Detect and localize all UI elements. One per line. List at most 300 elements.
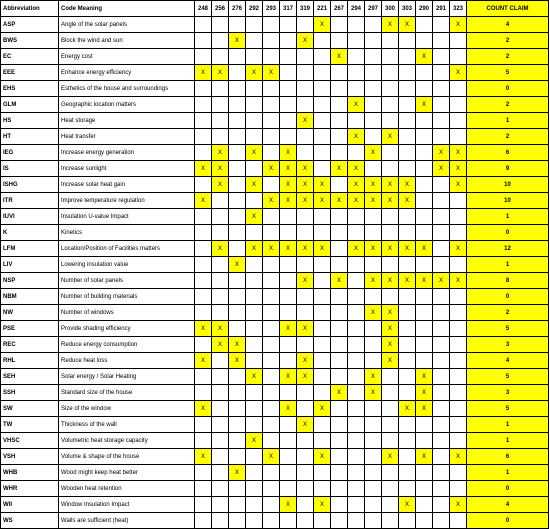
- empty-cell: [399, 129, 416, 145]
- empty-cell: [331, 257, 348, 273]
- empty-cell: [348, 209, 365, 225]
- marked-cell: X: [280, 241, 297, 257]
- empty-cell: [246, 81, 263, 97]
- empty-cell: [229, 49, 246, 65]
- empty-cell: [399, 385, 416, 401]
- abbreviation-cell: SW: [1, 401, 59, 417]
- empty-cell: [416, 465, 433, 481]
- empty-cell: [314, 369, 331, 385]
- count-claim-cell: 0: [467, 513, 549, 529]
- marked-cell: X: [246, 209, 263, 225]
- empty-cell: [212, 497, 229, 513]
- code-meaning-cell: Thickness of the wall: [59, 417, 195, 433]
- empty-cell: [331, 97, 348, 113]
- empty-cell: [229, 81, 246, 97]
- empty-cell: [280, 17, 297, 33]
- abbreviation-cell: EC: [1, 49, 59, 65]
- empty-cell: [297, 481, 314, 497]
- code-column-header: 300: [382, 1, 399, 17]
- empty-cell: [433, 225, 450, 241]
- empty-cell: [297, 209, 314, 225]
- count-claim-cell: 9: [467, 161, 549, 177]
- empty-cell: [450, 289, 467, 305]
- empty-cell: [297, 305, 314, 321]
- abbreviation-cell: EEE: [1, 65, 59, 81]
- empty-cell: [331, 113, 348, 129]
- marked-cell: X: [348, 177, 365, 193]
- table-row: [1, 497, 549, 513]
- empty-cell: [365, 289, 382, 305]
- empty-cell: [450, 225, 467, 241]
- empty-cell: [382, 97, 399, 113]
- abbreviation-cell: SEH: [1, 369, 59, 385]
- marked-cell: X: [297, 321, 314, 337]
- marked-cell: X: [450, 497, 467, 513]
- empty-cell: [399, 321, 416, 337]
- empty-cell: [314, 337, 331, 353]
- empty-cell: [365, 33, 382, 49]
- empty-cell: [195, 17, 212, 33]
- code-column-header: 290: [416, 1, 433, 17]
- abbreviation-cell: BWS: [1, 33, 59, 49]
- marked-cell: X: [331, 385, 348, 401]
- code-meaning-cell: Reduce heat loss: [59, 353, 195, 369]
- empty-cell: [263, 49, 280, 65]
- empty-cell: [212, 449, 229, 465]
- count-claim-cell: 6: [467, 449, 549, 465]
- empty-cell: [450, 513, 467, 529]
- empty-cell: [399, 353, 416, 369]
- marked-cell: X: [433, 161, 450, 177]
- marked-cell: X: [382, 337, 399, 353]
- empty-cell: [416, 33, 433, 49]
- empty-cell: [382, 513, 399, 529]
- code-column-header: 256: [212, 1, 229, 17]
- empty-cell: [399, 417, 416, 433]
- empty-cell: [263, 209, 280, 225]
- empty-cell: [280, 449, 297, 465]
- code-column-header: 303: [399, 1, 416, 17]
- empty-cell: [314, 305, 331, 321]
- empty-cell: [433, 289, 450, 305]
- empty-cell: [382, 65, 399, 81]
- empty-cell: [229, 65, 246, 81]
- empty-cell: [212, 369, 229, 385]
- empty-cell: [229, 369, 246, 385]
- marked-cell: X: [212, 241, 229, 257]
- empty-cell: [314, 33, 331, 49]
- code-meaning-cell: Wooden heat retention: [59, 481, 195, 497]
- marked-cell: X: [314, 497, 331, 513]
- empty-cell: [297, 129, 314, 145]
- table-body: [1, 17, 549, 529]
- empty-cell: [195, 385, 212, 401]
- empty-cell: [195, 177, 212, 193]
- marked-cell: X: [263, 449, 280, 465]
- code-column-header: 276: [229, 1, 246, 17]
- code-meaning-cell: Increase sunlight: [59, 161, 195, 177]
- empty-cell: [331, 401, 348, 417]
- marked-cell: X: [450, 241, 467, 257]
- empty-cell: [246, 337, 263, 353]
- empty-cell: [246, 497, 263, 513]
- empty-cell: [399, 305, 416, 321]
- marked-cell: X: [365, 241, 382, 257]
- empty-cell: [229, 113, 246, 129]
- empty-cell: [229, 17, 246, 33]
- empty-cell: [246, 465, 263, 481]
- abbreviation-cell: IUVI: [1, 209, 59, 225]
- table-row: [1, 97, 549, 113]
- marked-cell: X: [382, 321, 399, 337]
- marked-cell: X: [450, 17, 467, 33]
- code-meaning-header: Code Meaning: [59, 1, 195, 17]
- empty-cell: [433, 481, 450, 497]
- empty-cell: [229, 273, 246, 289]
- empty-cell: [297, 401, 314, 417]
- empty-cell: [314, 513, 331, 529]
- code-column-header: 221: [314, 1, 331, 17]
- count-claim-cell: 4: [467, 353, 549, 369]
- empty-cell: [399, 97, 416, 113]
- empty-cell: [433, 417, 450, 433]
- empty-cell: [382, 481, 399, 497]
- empty-cell: [416, 481, 433, 497]
- marked-cell: X: [450, 65, 467, 81]
- empty-cell: [263, 177, 280, 193]
- empty-cell: [365, 209, 382, 225]
- empty-cell: [280, 129, 297, 145]
- empty-cell: [263, 417, 280, 433]
- empty-cell: [263, 433, 280, 449]
- marked-cell: X: [314, 401, 331, 417]
- table-row: [1, 145, 549, 161]
- empty-cell: [314, 353, 331, 369]
- marked-cell: X: [297, 369, 314, 385]
- marked-cell: X: [212, 177, 229, 193]
- empty-cell: [433, 401, 450, 417]
- empty-cell: [382, 417, 399, 433]
- empty-cell: [399, 145, 416, 161]
- empty-cell: [212, 513, 229, 529]
- marked-cell: X: [229, 33, 246, 49]
- empty-cell: [297, 145, 314, 161]
- abbreviation-cell: IS: [1, 161, 59, 177]
- empty-cell: [314, 81, 331, 97]
- empty-cell: [314, 209, 331, 225]
- code-meaning-cell: Kinetics: [59, 225, 195, 241]
- empty-cell: [229, 225, 246, 241]
- marked-cell: X: [314, 17, 331, 33]
- marked-cell: X: [246, 177, 263, 193]
- empty-cell: [263, 353, 280, 369]
- empty-cell: [195, 257, 212, 273]
- marked-cell: X: [195, 321, 212, 337]
- empty-cell: [399, 433, 416, 449]
- empty-cell: [433, 433, 450, 449]
- table-row: [1, 161, 549, 177]
- empty-cell: [416, 289, 433, 305]
- table-row: [1, 321, 549, 337]
- abbreviation-cell: ASP: [1, 17, 59, 33]
- empty-cell: [280, 49, 297, 65]
- abbreviation-cell: NBM: [1, 289, 59, 305]
- marked-cell: X: [416, 369, 433, 385]
- empty-cell: [246, 17, 263, 33]
- count-claim-cell: 5: [467, 65, 549, 81]
- empty-cell: [433, 49, 450, 65]
- empty-cell: [297, 225, 314, 241]
- count-claim-cell: 0: [467, 289, 549, 305]
- empty-cell: [331, 209, 348, 225]
- empty-cell: [314, 321, 331, 337]
- marked-cell: X: [365, 193, 382, 209]
- empty-cell: [331, 177, 348, 193]
- empty-cell: [297, 65, 314, 81]
- empty-cell: [450, 353, 467, 369]
- abbreviation-cell: TW: [1, 417, 59, 433]
- empty-cell: [195, 369, 212, 385]
- marked-cell: X: [314, 177, 331, 193]
- marked-cell: X: [195, 161, 212, 177]
- empty-cell: [246, 49, 263, 65]
- empty-cell: [382, 257, 399, 273]
- table-row: [1, 49, 549, 65]
- marked-cell: X: [382, 129, 399, 145]
- empty-cell: [382, 433, 399, 449]
- marked-cell: X: [416, 273, 433, 289]
- code-meaning-cell: Size of the window: [59, 401, 195, 417]
- empty-cell: [365, 401, 382, 417]
- empty-cell: [433, 193, 450, 209]
- code-meaning-cell: Insulation U-value Impact: [59, 209, 195, 225]
- empty-cell: [314, 481, 331, 497]
- empty-cell: [263, 273, 280, 289]
- marked-cell: X: [416, 449, 433, 465]
- empty-cell: [280, 65, 297, 81]
- marked-cell: X: [348, 161, 365, 177]
- empty-cell: [280, 225, 297, 241]
- count-claim-cell: 5: [467, 401, 549, 417]
- table-row: [1, 177, 549, 193]
- empty-cell: [263, 113, 280, 129]
- empty-cell: [280, 97, 297, 113]
- empty-cell: [195, 497, 212, 513]
- empty-cell: [382, 497, 399, 513]
- empty-cell: [297, 81, 314, 97]
- empty-cell: [433, 81, 450, 97]
- empty-cell: [246, 321, 263, 337]
- marked-cell: X: [348, 97, 365, 113]
- empty-cell: [416, 193, 433, 209]
- empty-cell: [229, 449, 246, 465]
- empty-cell: [399, 49, 416, 65]
- empty-cell: [348, 33, 365, 49]
- empty-cell: [416, 225, 433, 241]
- empty-cell: [348, 385, 365, 401]
- count-claim-cell: 3: [467, 337, 549, 353]
- count-claim-cell: 0: [467, 481, 549, 497]
- empty-cell: [195, 209, 212, 225]
- empty-cell: [195, 241, 212, 257]
- empty-cell: [263, 369, 280, 385]
- marked-cell: X: [450, 177, 467, 193]
- table-row: [1, 401, 549, 417]
- empty-cell: [365, 97, 382, 113]
- empty-cell: [195, 49, 212, 65]
- empty-cell: [365, 465, 382, 481]
- empty-cell: [212, 465, 229, 481]
- empty-cell: [280, 481, 297, 497]
- marked-cell: X: [297, 177, 314, 193]
- empty-cell: [382, 81, 399, 97]
- empty-cell: [399, 481, 416, 497]
- empty-cell: [365, 49, 382, 65]
- empty-cell: [314, 225, 331, 241]
- empty-cell: [229, 129, 246, 145]
- count-claim-cell: 2: [467, 305, 549, 321]
- empty-cell: [382, 289, 399, 305]
- empty-cell: [280, 465, 297, 481]
- count-claim-cell: 1: [467, 465, 549, 481]
- empty-cell: [348, 481, 365, 497]
- code-meaning-cell: Reduce energy consumption: [59, 337, 195, 353]
- empty-cell: [382, 49, 399, 65]
- empty-cell: [331, 353, 348, 369]
- empty-cell: [433, 305, 450, 321]
- empty-cell: [297, 289, 314, 305]
- empty-cell: [229, 97, 246, 113]
- marked-cell: X: [331, 161, 348, 177]
- empty-cell: [331, 33, 348, 49]
- marked-cell: X: [348, 241, 365, 257]
- empty-cell: [212, 81, 229, 97]
- empty-cell: [314, 129, 331, 145]
- count-claim-cell: 5: [467, 321, 549, 337]
- empty-cell: [331, 241, 348, 257]
- marked-cell: X: [280, 161, 297, 177]
- empty-cell: [433, 465, 450, 481]
- empty-cell: [348, 49, 365, 65]
- marked-cell: X: [212, 337, 229, 353]
- code-column-header: 294: [348, 1, 365, 17]
- empty-cell: [450, 385, 467, 401]
- table-row: [1, 305, 549, 321]
- empty-cell: [314, 161, 331, 177]
- code-meaning-cell: Location/Position of Facilities matters: [59, 241, 195, 257]
- empty-cell: [365, 481, 382, 497]
- marked-cell: X: [263, 65, 280, 81]
- empty-cell: [382, 33, 399, 49]
- empty-cell: [365, 257, 382, 273]
- empty-cell: [382, 225, 399, 241]
- code-meaning-cell: Increase energy generation: [59, 145, 195, 161]
- marked-cell: X: [280, 193, 297, 209]
- marked-cell: X: [416, 49, 433, 65]
- empty-cell: [399, 161, 416, 177]
- empty-cell: [382, 385, 399, 401]
- marked-cell: X: [229, 257, 246, 273]
- empty-cell: [450, 193, 467, 209]
- empty-cell: [263, 17, 280, 33]
- code-column-header: 317: [280, 1, 297, 17]
- marked-cell: X: [297, 417, 314, 433]
- abbreviation-cell: PSE: [1, 321, 59, 337]
- empty-cell: [331, 417, 348, 433]
- empty-cell: [331, 145, 348, 161]
- empty-cell: [450, 257, 467, 273]
- abbreviation-cell: EHS: [1, 81, 59, 97]
- marked-cell: X: [297, 241, 314, 257]
- empty-cell: [314, 385, 331, 401]
- empty-cell: [399, 465, 416, 481]
- marked-cell: X: [297, 161, 314, 177]
- empty-cell: [433, 17, 450, 33]
- marked-cell: X: [399, 17, 416, 33]
- empty-cell: [280, 385, 297, 401]
- empty-cell: [365, 113, 382, 129]
- empty-cell: [263, 497, 280, 513]
- empty-cell: [416, 513, 433, 529]
- empty-cell: [348, 273, 365, 289]
- marked-cell: X: [314, 193, 331, 209]
- empty-cell: [195, 305, 212, 321]
- empty-cell: [280, 113, 297, 129]
- marked-cell: X: [399, 241, 416, 257]
- empty-cell: [246, 513, 263, 529]
- empty-cell: [263, 305, 280, 321]
- marked-cell: X: [365, 145, 382, 161]
- empty-cell: [416, 145, 433, 161]
- empty-cell: [348, 433, 365, 449]
- empty-cell: [314, 145, 331, 161]
- empty-cell: [365, 225, 382, 241]
- marked-cell: X: [212, 161, 229, 177]
- empty-cell: [229, 433, 246, 449]
- empty-cell: [246, 449, 263, 465]
- empty-cell: [212, 433, 229, 449]
- code-column-header: 292: [246, 1, 263, 17]
- empty-cell: [195, 337, 212, 353]
- empty-cell: [314, 273, 331, 289]
- empty-cell: [348, 417, 365, 433]
- marked-cell: X: [399, 177, 416, 193]
- table-row: [1, 33, 549, 49]
- empty-cell: [195, 417, 212, 433]
- table-row: [1, 513, 549, 529]
- marked-cell: X: [382, 305, 399, 321]
- marked-cell: X: [246, 65, 263, 81]
- marked-cell: X: [280, 321, 297, 337]
- marked-cell: X: [382, 177, 399, 193]
- empty-cell: [416, 177, 433, 193]
- empty-cell: [280, 433, 297, 449]
- empty-cell: [331, 497, 348, 513]
- code-meaning-cell: Walls are sufficient (heat): [59, 513, 195, 529]
- empty-cell: [382, 465, 399, 481]
- empty-cell: [433, 113, 450, 129]
- marked-cell: X: [314, 449, 331, 465]
- marked-cell: X: [450, 273, 467, 289]
- empty-cell: [416, 417, 433, 433]
- marked-cell: X: [195, 193, 212, 209]
- empty-cell: [280, 33, 297, 49]
- empty-cell: [399, 257, 416, 273]
- abbreviation-cell: IEG: [1, 145, 59, 161]
- empty-cell: [416, 65, 433, 81]
- marked-cell: X: [195, 401, 212, 417]
- empty-cell: [263, 513, 280, 529]
